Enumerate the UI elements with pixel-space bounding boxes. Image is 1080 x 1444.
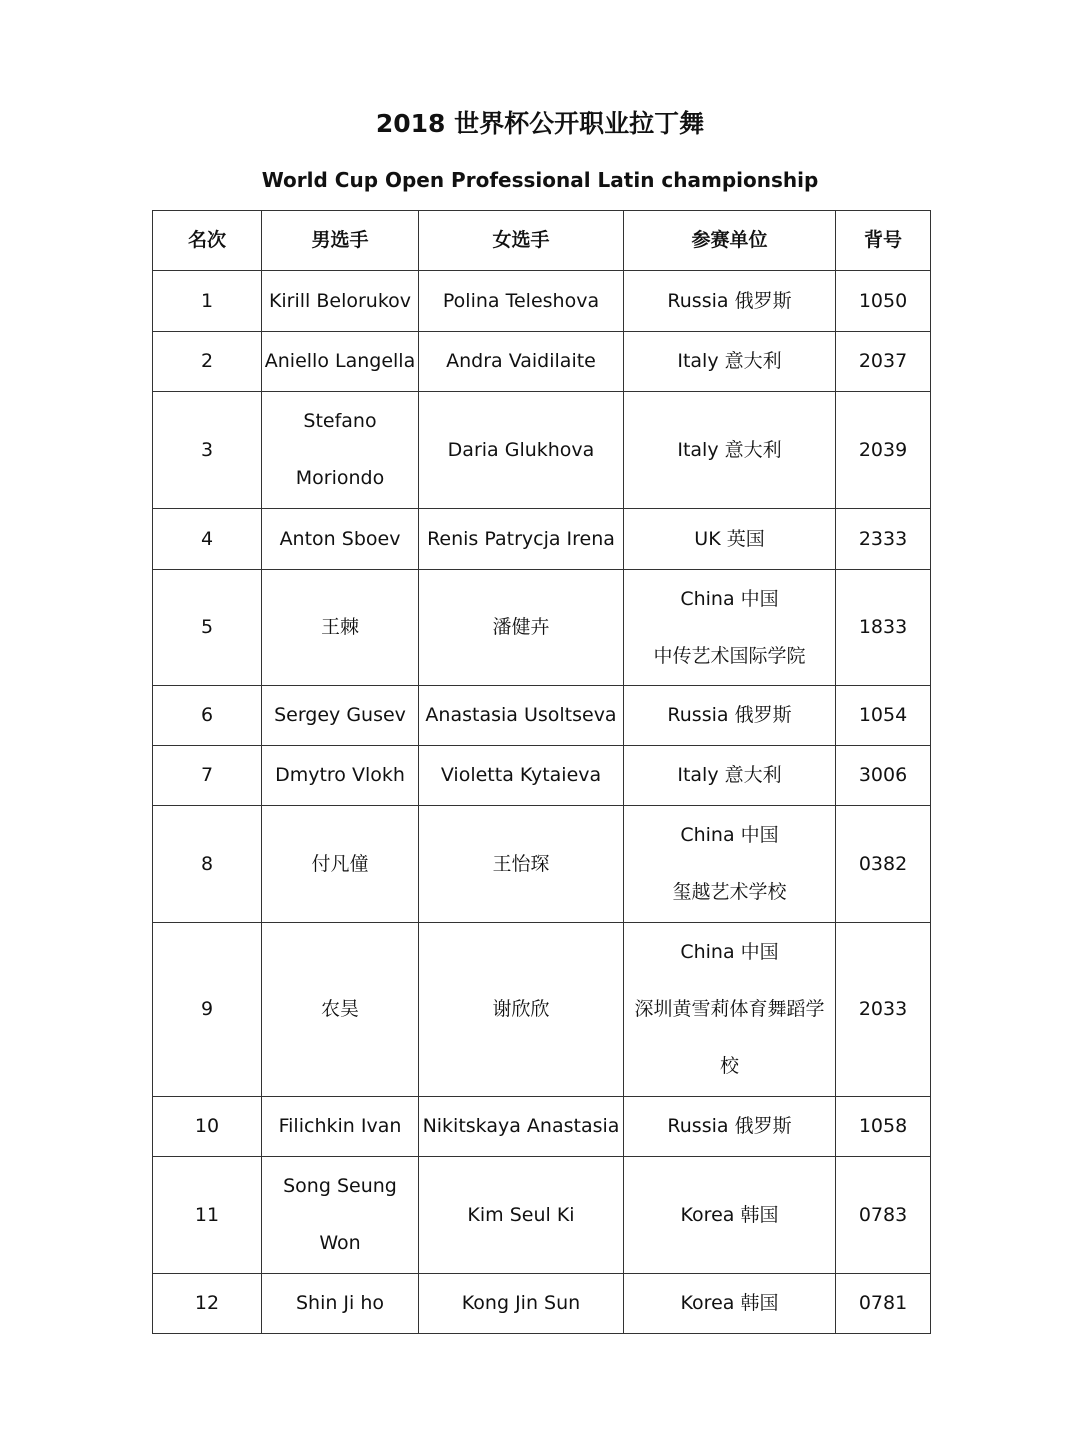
cell-number: 2333 xyxy=(836,509,931,570)
cell-number: 2033 xyxy=(836,923,931,1097)
cell-rank: 7 xyxy=(153,746,262,806)
cell-rank: 3 xyxy=(153,392,262,509)
unit-country: Russia 俄罗斯 xyxy=(667,289,792,312)
document-subtitle: World Cup Open Professional Latin championship xyxy=(261,168,819,192)
results-table xyxy=(152,210,931,1334)
cell-number: 1054 xyxy=(836,686,931,746)
cell-number: 0382 xyxy=(836,806,931,923)
table-header-row xyxy=(153,211,931,271)
unit-country: China 中国 xyxy=(680,824,779,846)
table-row xyxy=(153,746,931,806)
cell-rank: 12 xyxy=(153,1274,262,1334)
cell-unit xyxy=(624,746,836,806)
cell-male-dancer: 付凡僮 xyxy=(262,806,419,923)
cell-number: 2039 xyxy=(836,392,931,509)
table-row xyxy=(153,806,931,923)
cell-number: 0783 xyxy=(836,1157,931,1274)
unit-organization: 中传艺术国际学院 xyxy=(653,644,806,667)
unit-country: China 中国 xyxy=(680,587,779,610)
cell-male-dancer: Dmytro Vlokh xyxy=(262,746,419,806)
unit-country: Italy 意大利 xyxy=(677,764,782,786)
cell-number: 3006 xyxy=(836,746,931,806)
cell-unit xyxy=(624,686,836,746)
cell-male-dancer: Sergey Gusev xyxy=(262,686,419,746)
table-row xyxy=(153,570,931,686)
table-row xyxy=(153,1274,931,1334)
table-row xyxy=(153,1097,931,1157)
cell-female-dancer: Anastasia Usoltseva xyxy=(419,686,624,746)
cell-male-dancer: Anton Sboev xyxy=(262,509,419,570)
cell-female-dancer: 王怡琛 xyxy=(419,806,624,923)
table-row xyxy=(153,509,931,570)
cell-rank: 5 xyxy=(153,570,262,686)
header-female-dancer: 女选手 xyxy=(419,211,624,271)
table-row xyxy=(153,271,931,332)
cell-rank: 11 xyxy=(153,1157,262,1274)
cell-rank: 10 xyxy=(153,1097,262,1157)
cell-male-dancer: Shin Ji ho xyxy=(262,1274,419,1334)
header-rank: 名次 xyxy=(153,211,262,271)
cell-unit xyxy=(624,1097,836,1157)
cell-rank: 8 xyxy=(153,806,262,923)
cell-male-dancer: Kirill Belorukov xyxy=(262,271,419,332)
cell-number: 0781 xyxy=(836,1274,931,1334)
cell-female-dancer: 谢欣欣 xyxy=(419,923,624,1097)
cell-female-dancer: 潘健卉 xyxy=(419,570,624,686)
cell-female-dancer: Polina Teleshova xyxy=(419,271,624,332)
cell-rank: 4 xyxy=(153,509,262,570)
header-unit: 参赛单位 xyxy=(624,211,836,271)
cell-female-dancer: Kim Seul Ki xyxy=(419,1157,624,1274)
cell-male-dancer: Aniello Langella xyxy=(262,332,419,392)
unit-country: Italy 意大利 xyxy=(677,438,782,461)
table-row xyxy=(153,923,931,1097)
cell-female-dancer: Daria Glukhova xyxy=(419,392,624,509)
cell-rank: 6 xyxy=(153,686,262,746)
unit-country: UK 英国 xyxy=(694,527,765,550)
cell-unit xyxy=(624,1274,836,1334)
cell-unit xyxy=(624,923,836,1097)
cell-unit xyxy=(624,509,836,570)
cell-unit xyxy=(624,1157,836,1274)
table-body xyxy=(153,271,931,1334)
unit-country: Korea 韩国 xyxy=(680,1203,779,1226)
table-row xyxy=(153,1157,931,1274)
cell-female-dancer: Renis Patrycja Irena xyxy=(419,509,624,570)
cell-female-dancer: Kong Jin Sun xyxy=(419,1274,624,1334)
cell-rank: 9 xyxy=(153,923,262,1097)
header-number: 背号 xyxy=(836,211,931,271)
unit-country: Italy 意大利 xyxy=(677,350,782,372)
unit-organization: 玺越艺术学校 xyxy=(672,881,787,903)
cell-female-dancer: Violetta Kytaieva xyxy=(419,746,624,806)
cell-unit xyxy=(624,332,836,392)
cell-unit xyxy=(624,392,836,509)
cell-number: 2037 xyxy=(836,332,931,392)
cell-unit xyxy=(624,570,836,686)
cell-female-dancer: Nikitskaya Anastasia xyxy=(419,1097,624,1157)
unit-country: Russia 俄罗斯 xyxy=(667,704,792,726)
cell-unit xyxy=(624,806,836,923)
cell-unit xyxy=(624,271,836,332)
unit-country: Korea 韩国 xyxy=(680,1292,779,1314)
unit-country: China 中国 xyxy=(680,941,779,963)
table-row xyxy=(153,686,931,746)
cell-rank: 1 xyxy=(153,271,262,332)
header-male-dancer: 男选手 xyxy=(262,211,419,271)
table-row xyxy=(153,332,931,392)
cell-male-dancer: 农昊 xyxy=(262,923,419,1097)
cell-male-dancer: Song Seung Won xyxy=(262,1157,419,1274)
cell-number: 1050 xyxy=(836,271,931,332)
cell-rank: 2 xyxy=(153,332,262,392)
document-title: 2018 世界杯公开职业拉丁舞 xyxy=(375,109,705,138)
cell-female-dancer: Andra Vaidilaite xyxy=(419,332,624,392)
unit-organization: 深圳黄雪莉体育舞蹈学校 xyxy=(634,998,825,1077)
cell-number: 1058 xyxy=(836,1097,931,1157)
cell-male-dancer: Stefano Moriondo xyxy=(262,392,419,509)
table-row xyxy=(153,392,931,509)
cell-male-dancer: Filichkin Ivan xyxy=(262,1097,419,1157)
unit-country: Russia 俄罗斯 xyxy=(667,1115,792,1137)
cell-male-dancer: 王棘 xyxy=(262,570,419,686)
cell-number: 1833 xyxy=(836,570,931,686)
